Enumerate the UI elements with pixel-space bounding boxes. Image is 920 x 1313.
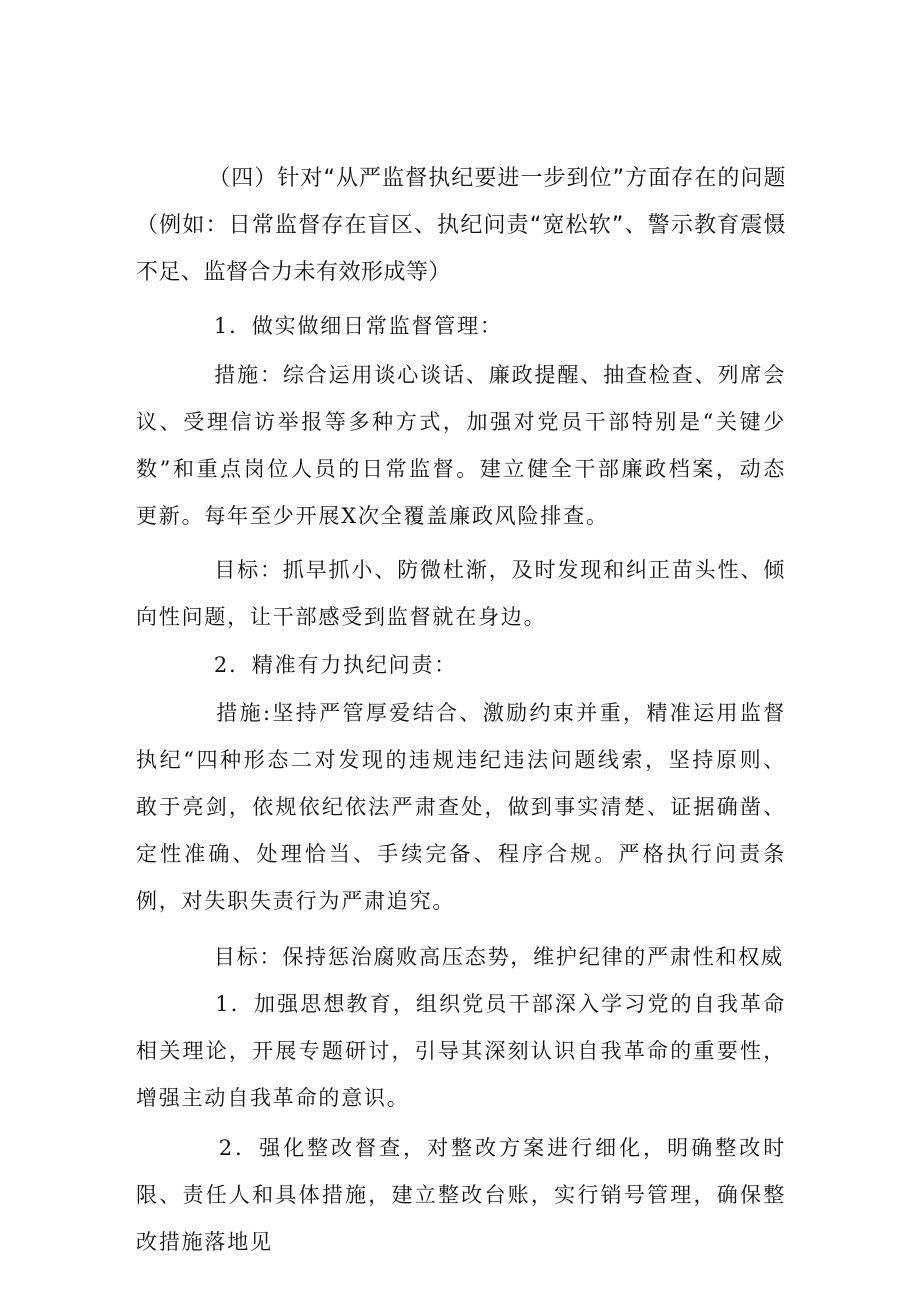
item2-title-text: 2．精准有力执纪问责： <box>213 653 458 677</box>
item2-goal-text: 目标：保持惩治腐败高压态势，维护纪律的严肃性和权威 <box>213 945 784 969</box>
item4-paragraph-text: 2．强化整改督查，对整改方案进行细化，明确整改时限、责任人和具体措施，建立整改台账，实行销号管理，确保整改措施落地见 <box>136 1136 787 1254</box>
item1-measures-text: 措施：综合运用谈心谈话、廉政提醒、抽查检查、列席会议、受理信访举报等多种方式，加强对党员干部特别是“关键少数”和重点岗位人员的日常监督。建立健全干部廉政档案，动态更新。每年至少开展X次全覆盖廉政风险排查。 <box>136 363 786 528</box>
item3-paragraph-text: 1．加强思想教育，组织党员干部深入学习党的自我革命相关理论，开展专题研讨，引导其深刻认识自我革命的重要性，增强主动自我革命的意识。 <box>136 992 786 1110</box>
section-heading-text: （四）针对“从严监督执纪要进一步到位”方面存在的问题（例如：日常监督存在盲区、执纪问责“宽松软”、警示教育震慑不足、监督合力未有效形成等） <box>136 166 786 285</box>
item2-measures-text: 措施:坚持严管厚爱结合、激励约束并重，精准运用监督执纪“四种形态二对发现的违规违纪违法问题线索，坚持原则、敢于亮剑，依规依纪依法严肃查处，做到事实清楚、证据确凿、定性准确、处理恰当、手续完备、程序合规。严格执行问责条例，对失职失责行为严肃追究。 <box>136 701 787 913</box>
item1-title-text: 1．做实做细日常监督管理： <box>213 314 503 338</box>
item1-goal-text: 目标：抓早抓小、防微杜渐，及时发现和纠正苗头性、倾向性问题，让干部感受到监督就在身边。 <box>136 558 786 629</box>
item4-paragraph <box>136 1078 786 1313</box>
